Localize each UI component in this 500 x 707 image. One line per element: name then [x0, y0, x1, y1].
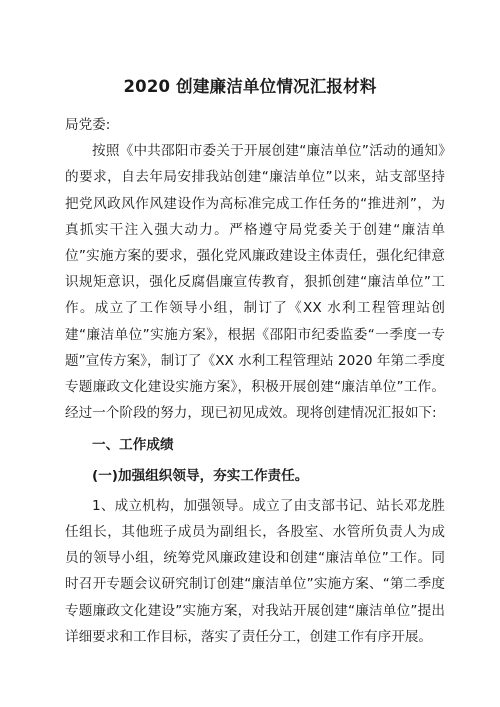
intro-paragraph: 按照《中共邵阳市委关于开展创建“廉洁单位”活动的通知》的要求，自去年局安排我站创建“廉洁单位”以来，站支部坚持把党风政风作风建设作为高标准完成工作任务的“推进剂”，为真抓实干注入强大动力。严格遵守局党委关于创建“廉洁单位”实施方案的要求，强化党风廉政建设主体责任，强化纪律意识规矩意识，强化反腐倡廉宣传教育，狠抓创建“廉洁单位”工作。成立了工作领导小组，制订了《XX 水利工程管理站创建“廉洁单位”实施方案》，根据《邵阳市纪委监委“一季度一专题”宣传方案》，制订了《XX 水利工程管理站 2020 年第二季度专题廉政文化建设实施方案》，积极开展创建“廉洁单位”工作。经过一个阶段的努力，现已初见成效。现将创建情况汇报如下: — [65, 143, 445, 422]
section-heading: 一、工作成绩 — [92, 437, 174, 454]
salutation: 局党委: — [65, 117, 111, 133]
subsection-heading: (一)加强组织领导，夯实工作责任。 — [92, 467, 309, 484]
item-paragraph: 1、成立机构，加强领导。成立了由支部书记、站长邓龙胜任组长，其他班子成员为副组长，各股室、水管所负责人为成员的领导小组，统筹党风廉政建设和创建“廉洁单位”工作。同时召开专题会议研究制订创建“廉洁单位”实施方案、“第二季度专题廉政文化建设”实施方案，对我站开展创建“廉洁单位”提出详细要求和工作目标，落实了责任分工，创建工作有序开展。 — [65, 497, 445, 645]
document-body — [65, 112, 445, 650]
document-title: 2020 创建廉洁单位情况汇报材料 — [123, 77, 377, 96]
